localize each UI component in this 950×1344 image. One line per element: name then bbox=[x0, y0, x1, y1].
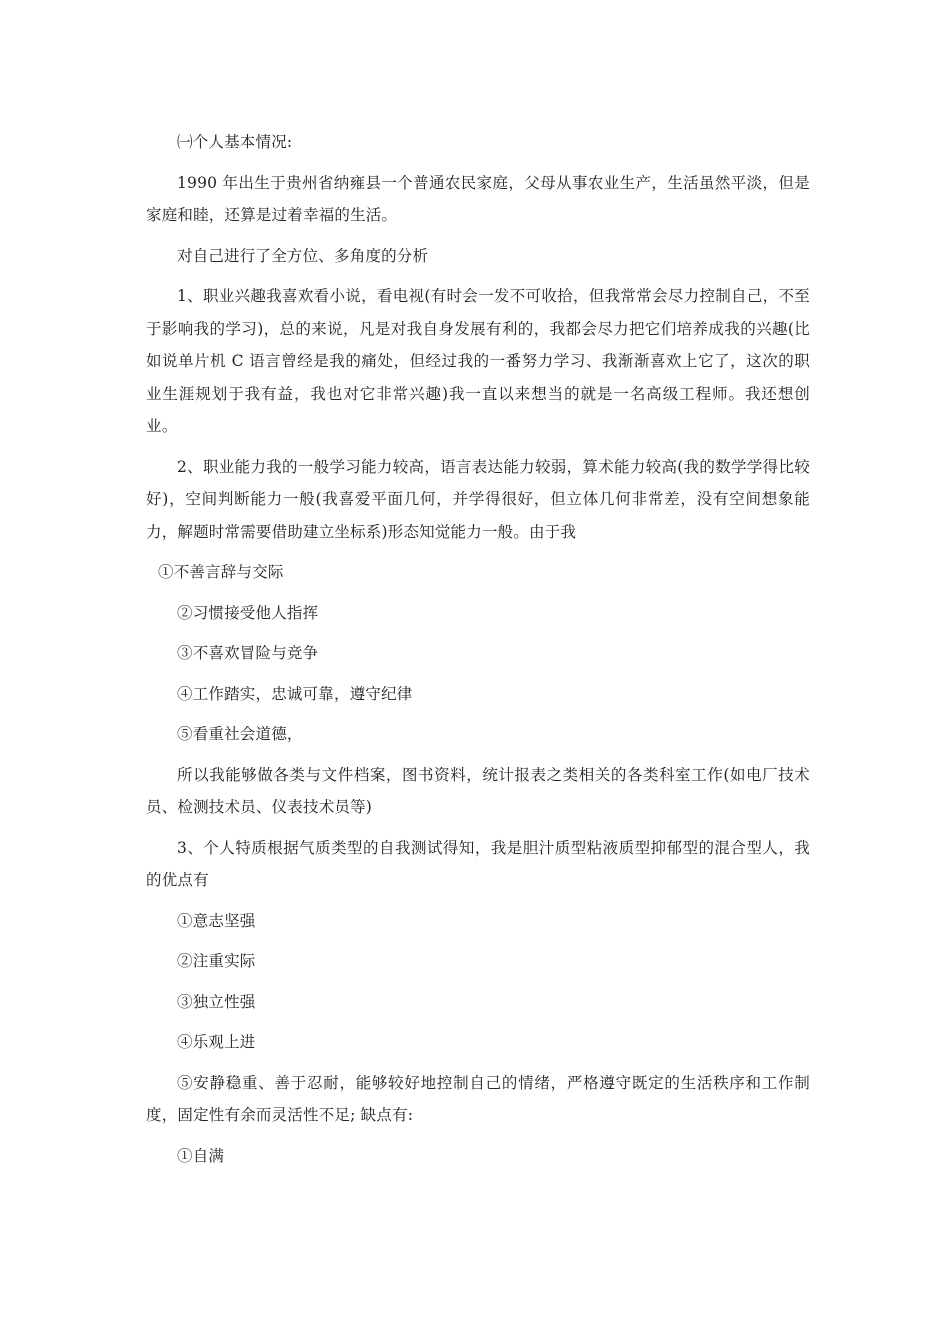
list-item: ①自满 bbox=[177, 1146, 225, 1165]
list-item: ③不喜欢冒险与竞争 bbox=[177, 644, 319, 662]
document-body bbox=[146, 126, 810, 1180]
list-item: ②习惯接受他人指挥 bbox=[177, 603, 319, 622]
section-heading: ㈠个人基本情况: bbox=[177, 133, 293, 151]
list-item: ⑤看重社会道德， bbox=[177, 725, 303, 743]
list-item: ⑤安静稳重、善于忍耐，能够较好地控制自己的情绪，严格遵守既定的生活秩序和工作制度，固定性有余而灵活性不足; 缺点有: bbox=[146, 1073, 810, 1124]
paragraph-career-interest: 1、职业兴趣我喜欢看小说，看电视(有时会一发不可收拾，但我常常会尽力控制自己，不至于影响我的学习)，总的来说，凡是对我自身发展有利的，我都会尽力把它们培养成我的兴趣(比如说单片机 C 语言曾经是我的痛处，但经过我的一番努力学习、我渐渐喜欢上它了，这次的职业生涯规划于我有益，我也对它非常兴趣)我一直以来想当的就是一名高级工程师。我还想创业。 bbox=[146, 287, 810, 435]
list-item: ④工作踏实，忠诚可靠，遵守纪律 bbox=[177, 684, 413, 703]
paragraph-suitable-work: 所以我能够做各类与文件档案，图书资料，统计报表之类相关的各类科室工作(如电厂技术员、检测技术员、仪表技术员等) bbox=[146, 765, 810, 816]
list-item: ②注重实际 bbox=[177, 952, 256, 970]
list-item: ④乐观上进 bbox=[177, 1033, 256, 1051]
paragraph-analysis-intro: 对自己进行了全方位、多角度的分析 bbox=[177, 246, 429, 265]
list-item: ①意志坚强 bbox=[177, 911, 256, 930]
list-item: ③独立性强 bbox=[177, 992, 256, 1011]
list-item: ①不善言辞与交际 bbox=[158, 563, 284, 581]
paragraph-career-ability: 2、职业能力我的一般学习能力较高，语言表达能力较弱，算术能力较高(我的数学学得比较好)，空间判断能力一般(我喜爱平面几何，并学得很好，但立体几何非常差，没有空间想象能力，解题时常需要借助建立坐标系)形态知觉能力一般。由于我 bbox=[146, 457, 810, 541]
paragraph-background: 1990 年出生于贵州省纳雍县一个普通农民家庭，父母从事农业生产，生活虽然平淡，但是家庭和睦，还算是过着幸福的生活。 bbox=[146, 173, 810, 224]
paragraph-personal-traits: 3、个人特质根据气质类型的自我测试得知，我是胆汁质型粘液质型抑郁型的混合型人，我的优点有 bbox=[146, 838, 810, 889]
